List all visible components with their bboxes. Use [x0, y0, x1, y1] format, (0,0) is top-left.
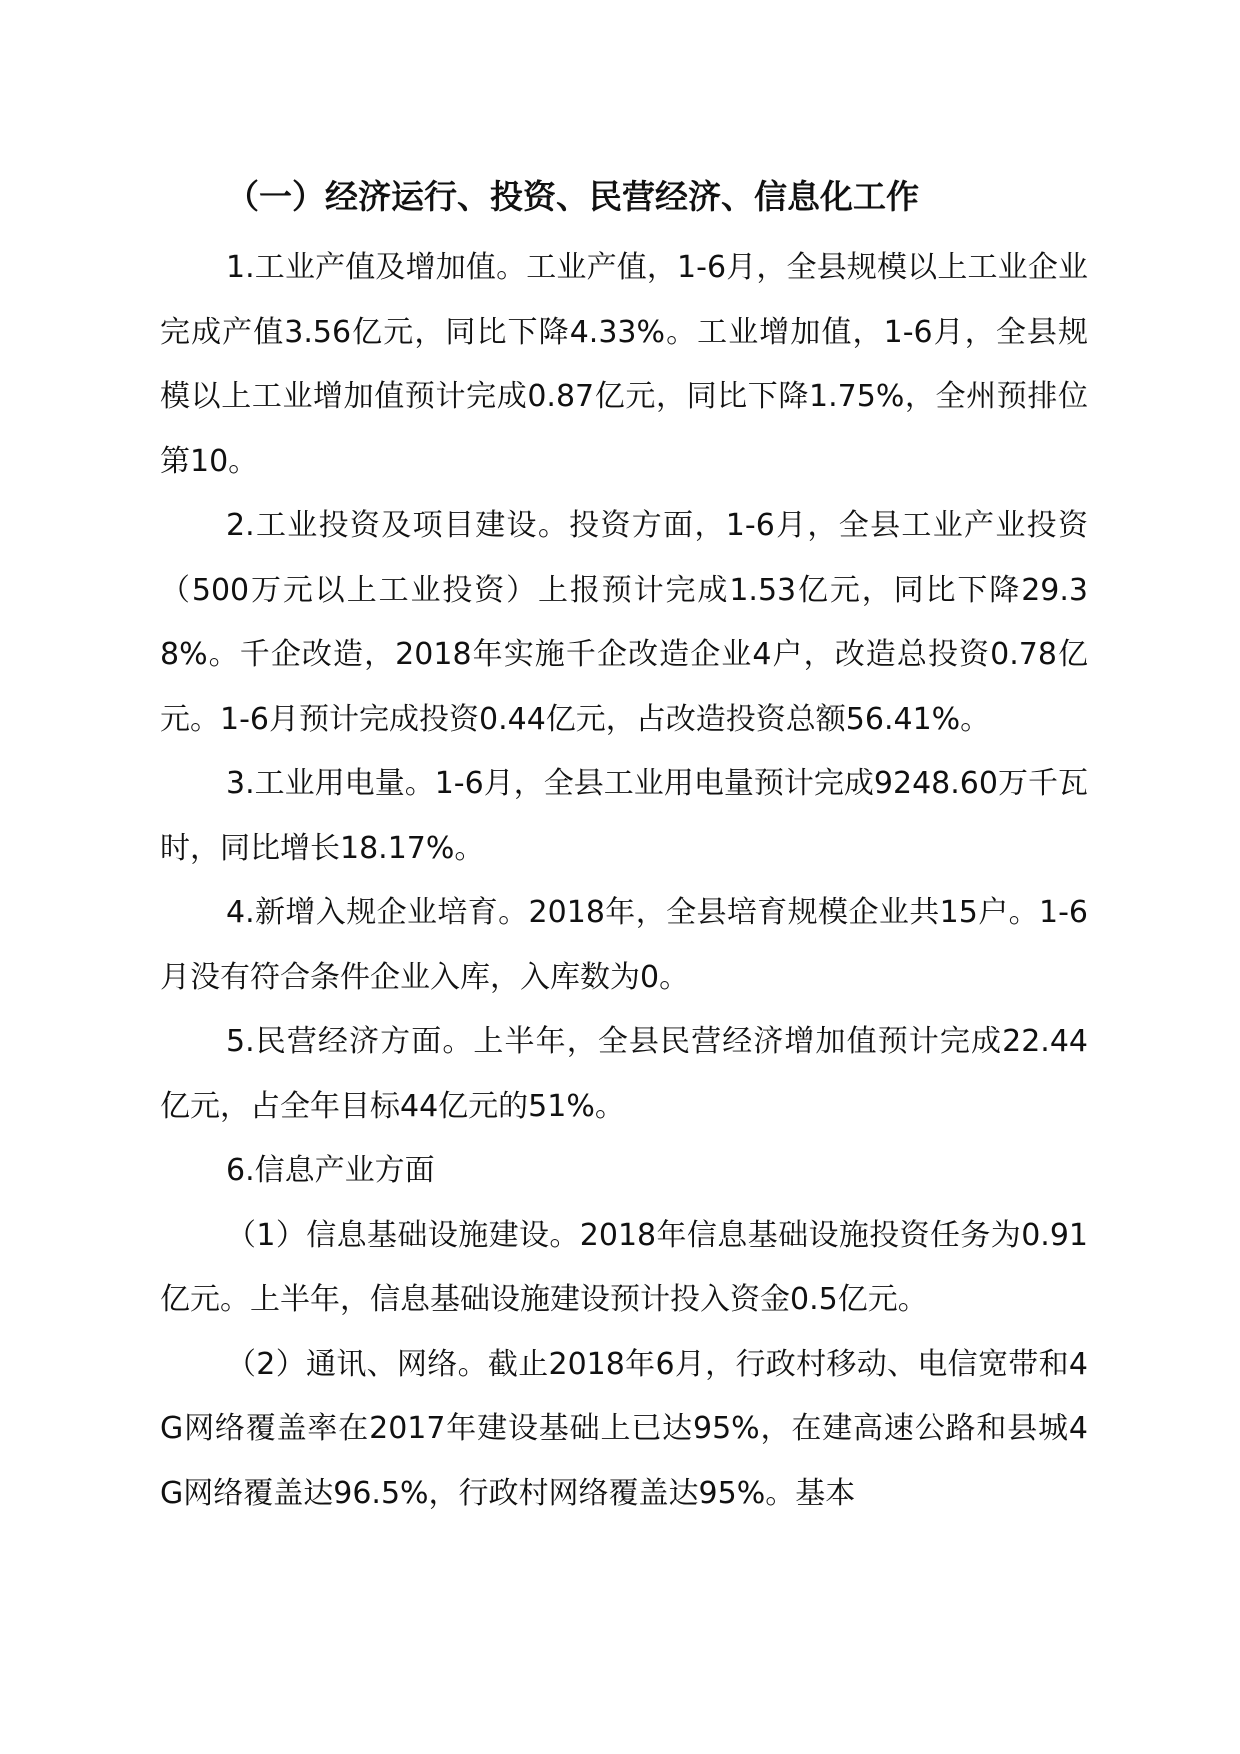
paragraph-industrial-output: 1.工业产值及增加值。工业产值，1-6月，全县规模以上工业企业完成产值3.56亿元，同比下降4.33%。工业增加值，1-6月，全县规模以上工业增加值预计完成0.87亿元，同比下降1.75%，全州预排位第10。 [160, 250, 1088, 479]
paragraph-private-economy: 5.民营经济方面。上半年，全县民营经济增加值预计完成22.44亿元，占全年目标44亿元的51%。 [160, 1024, 1088, 1124]
paragraph-electricity-usage: 3.工业用电量。1-6月，全县工业用电量预计完成9248.60万千瓦时，同比增长18.17%。 [160, 766, 1088, 866]
document-body [160, 236, 1088, 1526]
paragraph-telecom-network: （2）通讯、网络。截止2018年6月，行政村移动、电信宽带和4G网络覆盖率在2017年建设基础上已达95%，在建高速公路和县城4G网络覆盖达96.5%，行政村网络覆盖达95%。基本 [160, 1346, 1088, 1511]
paragraph-industrial-investment: 2.工业投资及项目建设。投资方面，1-6月，全县工业产业投资（500万元以上工业投资）上报预计完成1.53亿元，同比下降29.38%。千企改造，2018年实施千企改造企业4户，改造总投资0.78亿元。1-6月预计完成投资0.44亿元，占改造投资总额56.41%。 [160, 508, 1088, 737]
paragraph-info-infrastructure: （1）信息基础设施建设。2018年信息基础设施投资任务为0.91亿元。上半年，信息基础设施建设预计投入资金0.5亿元。 [160, 1217, 1088, 1317]
paragraph-new-enterprises: 4.新增入规企业培育。2018年，全县培育规模企业共15户。1-6月没有符合条件企业入库，入库数为0。 [160, 895, 1088, 995]
paragraph-information-industry: 6.信息产业方面 [226, 1153, 435, 1188]
section-heading: （一）经济运行、投资、民营经济、信息化工作 [226, 177, 919, 216]
